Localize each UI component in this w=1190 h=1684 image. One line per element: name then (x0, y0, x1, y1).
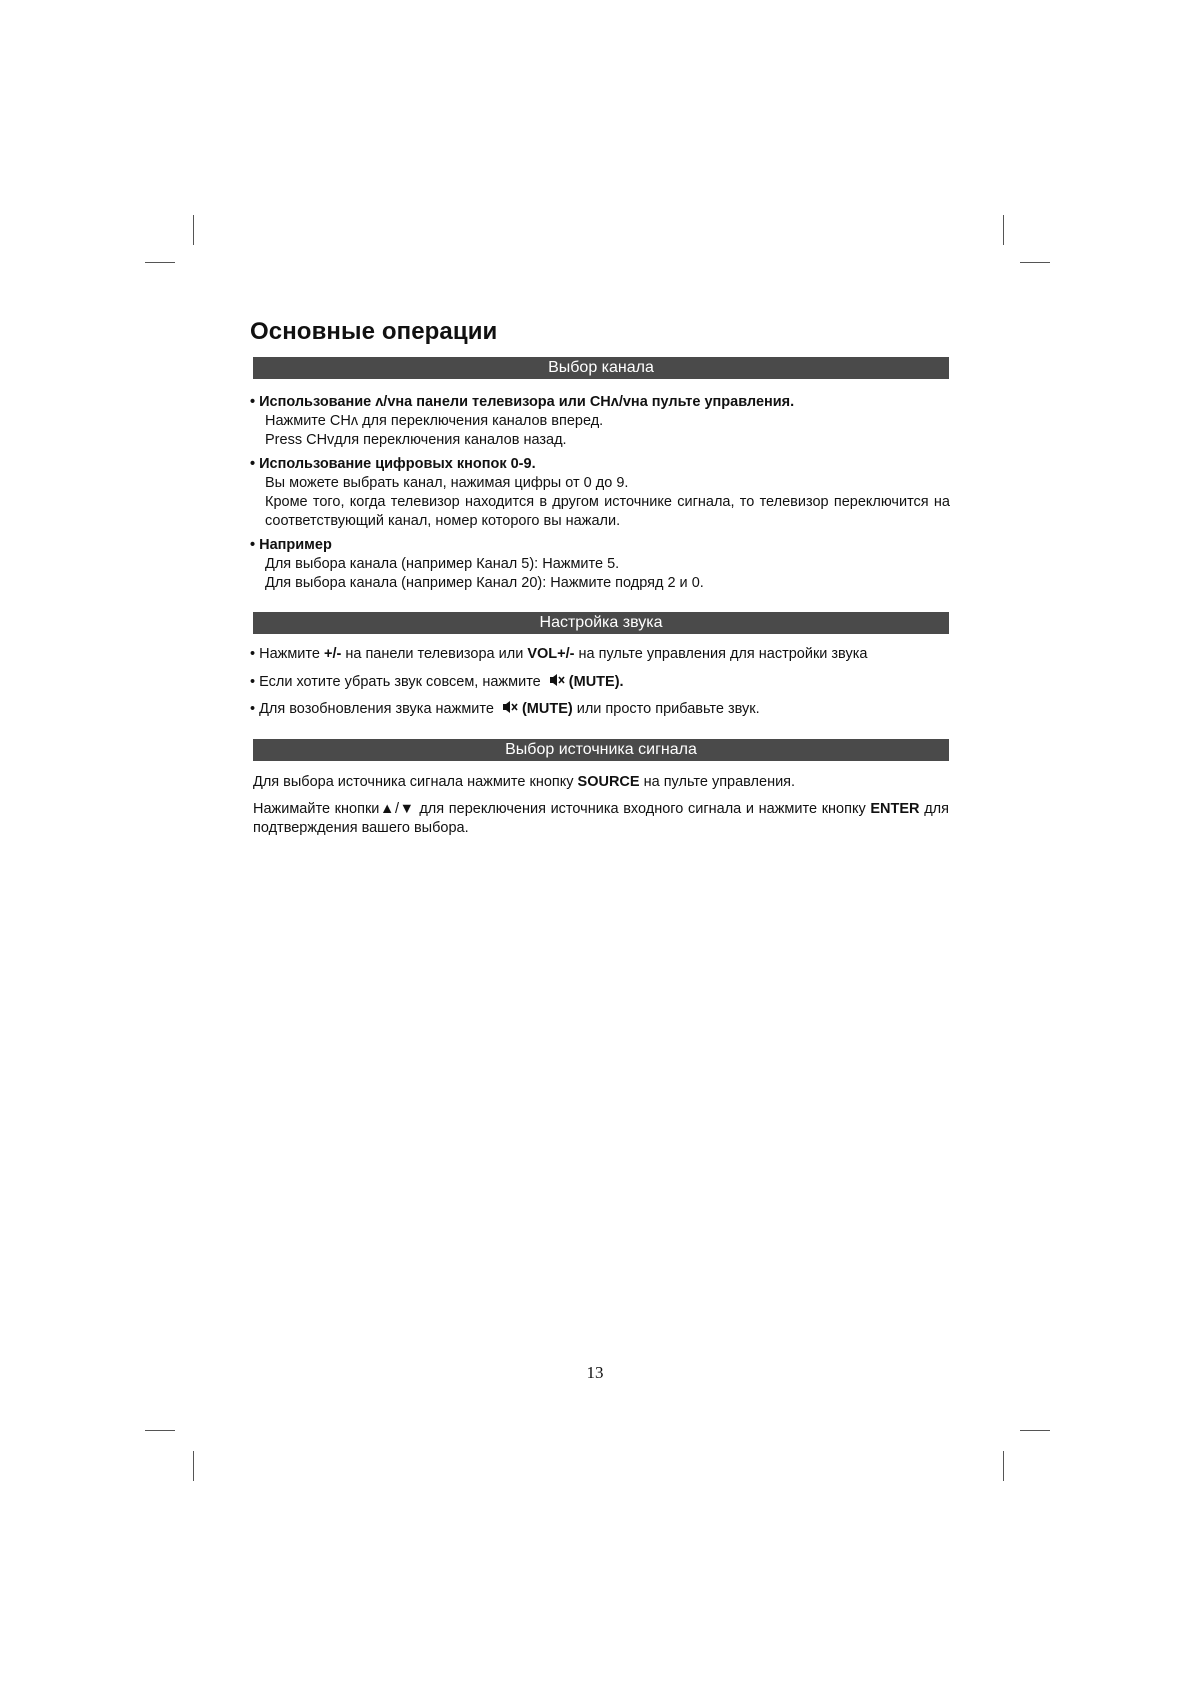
channel-item-digits-line2: Кроме того, когда телевизор находится в другом источнике сигнала, то телевизор переключится на соответствующий канал, номер которого вы нажали. (265, 494, 950, 529)
channel-item-arrows-line2: Press CHvдля переключения каналов назад. (265, 432, 567, 448)
source-line-select-b: SOURCE (577, 774, 640, 790)
crop-mark-top-left-horizontal (145, 262, 175, 263)
sound-line-mute-b: (MUTE). (568, 674, 624, 690)
crop-mark-bottom-right-vertical (1003, 1451, 1004, 1481)
sound-line-unmute (250, 700, 950, 719)
channel-item-arrows (250, 393, 950, 450)
channel-item-example-line2: Для выбора канала (например Канал 20): Нажмите подряд 2 и 0. (265, 575, 704, 591)
sound-line-mute-a: • Если хотите убрать звук совсем, нажмите (250, 674, 541, 690)
crop-mark-bottom-right-horizontal (1020, 1430, 1050, 1431)
sound-line-unmute-a: • Для возобновления звука нажмите (250, 701, 494, 717)
sound-line-mute (250, 673, 950, 692)
channel-item-example-line1: Для выбора канала (например Канал 5): Нажмите 5. (265, 556, 620, 572)
mute-speaker-icon (502, 700, 518, 714)
source-line-select-a: Для выбора источника сигнала нажмите кнопку (253, 774, 578, 790)
section-header-channel: Выбор канала (253, 357, 949, 379)
sound-line-volume-e: на пульте управления для настройки звука (574, 646, 868, 662)
sound-line-volume-b: +/- (323, 646, 342, 662)
source-line-navigate-c: для подтверждения вашего выбора. (253, 801, 949, 836)
source-line-select (253, 773, 949, 792)
sound-line-volume-d: VOL+/- (527, 646, 575, 662)
source-line-navigate-a: Нажимайте кнопки▲/▼ для переключения источника входного сигнала и нажмите кнопку (253, 801, 871, 817)
channel-item-digits (250, 455, 950, 531)
sound-line-unmute-c: или просто прибавьте звук. (572, 701, 760, 717)
sound-line-volume-c: на панели телевизора или (341, 646, 528, 662)
crop-mark-top-right-horizontal (1020, 262, 1050, 263)
channel-item-arrows-line1: Нажмите CHʌ для переключения каналов вперед. (265, 413, 604, 429)
crop-mark-bottom-left-vertical (193, 1451, 194, 1481)
channel-item-example (250, 536, 950, 593)
source-line-select-c: на пульте управления. (639, 774, 796, 790)
crop-mark-top-right-vertical (1003, 215, 1004, 245)
page-title: Основные операции (250, 318, 498, 345)
sound-line-unmute-b: (MUTE) (521, 701, 573, 717)
mute-speaker-icon (549, 673, 565, 687)
channel-item-arrows-heading: • Использование ʌ/vна панели телевизора или CHʌ/vна пульте управления. (250, 394, 795, 410)
sound-line-volume-a: • Нажмите (250, 646, 324, 662)
crop-mark-top-left-vertical (193, 215, 194, 245)
sound-line-volume (250, 645, 950, 664)
channel-item-example-heading: • Например (250, 537, 332, 553)
channel-item-digits-line1: Вы можете выбрать канал, нажимая цифры от 0 до 9. (265, 475, 629, 491)
crop-mark-bottom-left-horizontal (145, 1430, 175, 1431)
source-line-navigate (253, 800, 949, 838)
section-header-sound: Настройка звука (253, 612, 949, 634)
source-line-navigate-b: ENTER (870, 801, 920, 817)
section-header-source: Выбор источника сигнала (253, 739, 949, 761)
channel-item-digits-heading: • Использование цифровых кнопок 0-9. (250, 456, 536, 472)
page-number: 13 (586, 1363, 604, 1382)
